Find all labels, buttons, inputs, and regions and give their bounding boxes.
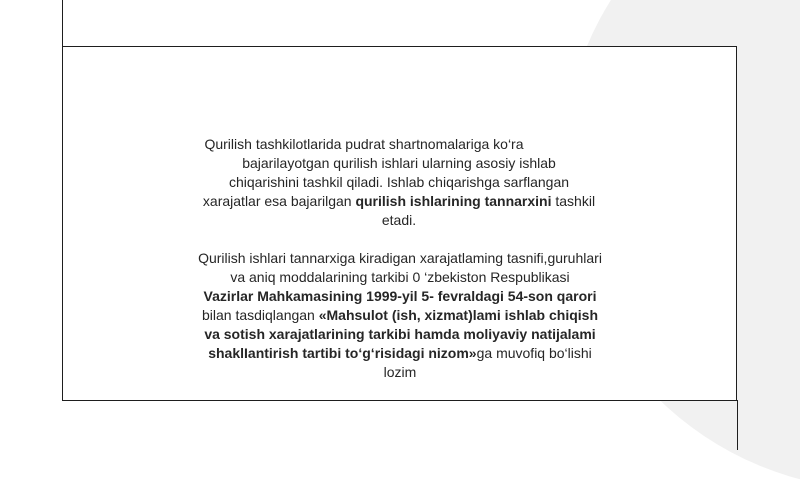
p2-line-2: va aniq moddalarining tarkibi 0 ‘zbekiston Respublikasi (230, 269, 570, 285)
p2-line-1: Qurilish ishlari tannarxiga kiradigan xarajatlaming tasnifi,guruhlari (198, 250, 602, 266)
p1-line-5: etadi. (381, 212, 417, 228)
p2-line-6-tail: ga muvofiq bo‘lishi (476, 345, 592, 361)
decor-line-bottom-right (737, 400, 738, 450)
content-frame (62, 46, 737, 401)
p1-line-4-bold: qurilish ishlarining tannarxini (355, 193, 552, 209)
p2-line-6 (105, 344, 695, 363)
p1-line-4-text: xarajatlar esa bajarilgan (202, 193, 356, 209)
p2-line-3: Vazirlar Mahkamasining 1999-yil 5- fevraldagi 54-son qarori (203, 288, 597, 304)
paragraph-1 (143, 135, 655, 230)
p1-line-1: Qurilish tashkilotlarida pudrat shartnomalariga ko‘ra (204, 136, 524, 152)
p2-line-4-text: bilan tasdiqlangan (201, 307, 319, 323)
p1-line-4-tail: tashkil (551, 193, 596, 209)
p2-line-5: va sotish xarajatlarining tarkibi hamda moliyaviy natijalami (204, 326, 596, 342)
paragraph-2 (105, 249, 695, 382)
decor-line-top-left (62, 0, 63, 47)
p1-line-2: bajarilayotgan qurilish ishlari ularning asosiy ishlab (242, 155, 556, 171)
p2-line-7: lozim (383, 364, 417, 380)
p2-line-4 (105, 306, 695, 325)
p2-line-6-bold: shaklIantirish tartibi to‘g‘risidagi nizom» (208, 345, 477, 361)
p1-line-3: chiqarishini tashkil qiladi. Ishlab chiqarishga sarflangan (228, 174, 570, 190)
p1-line-4 (143, 192, 655, 211)
p2-line-4-bold: «Mahsulot (ish, xizmat)lami ishlab chiqish (318, 307, 599, 323)
